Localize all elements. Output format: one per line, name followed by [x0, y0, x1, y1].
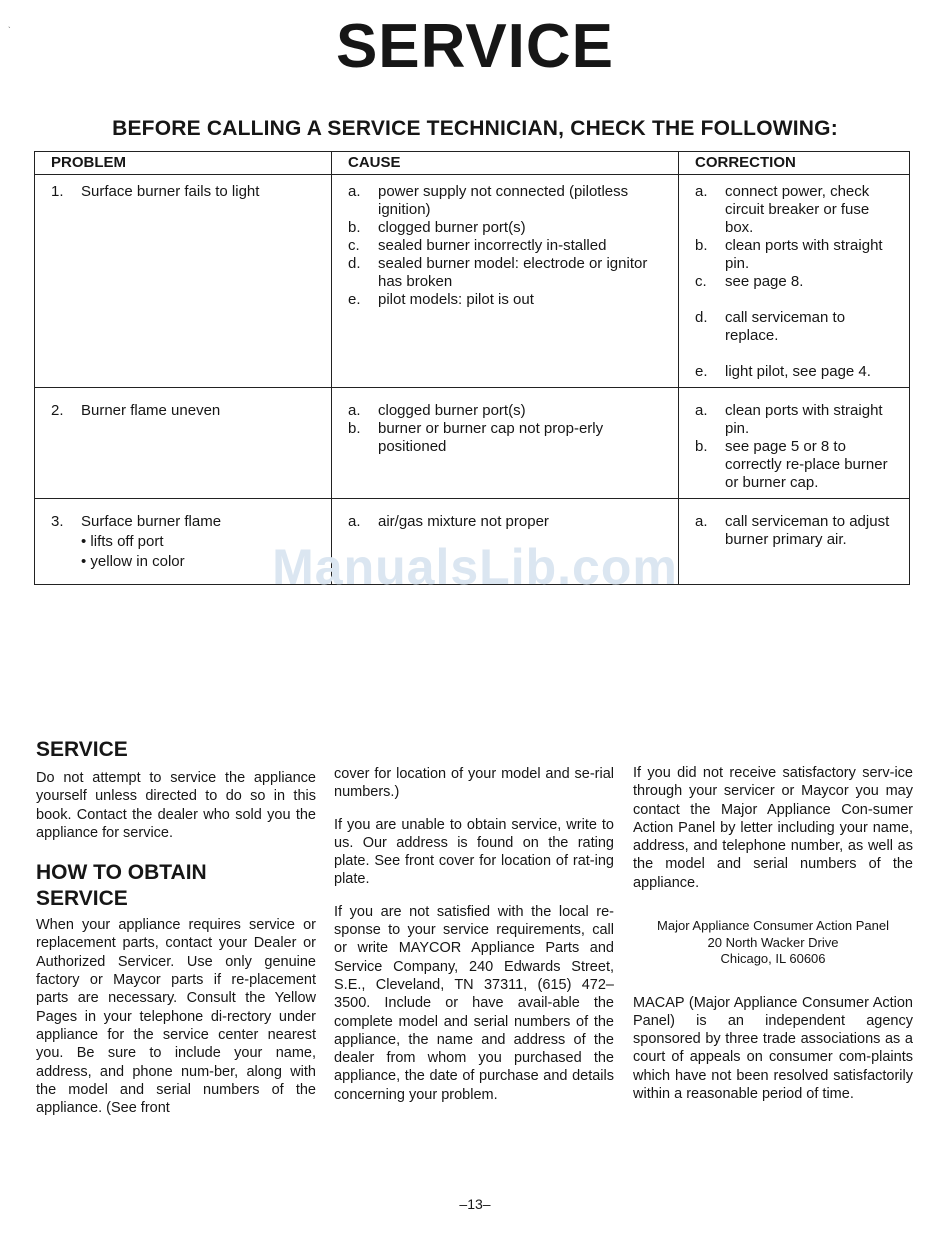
table-row — [35, 175, 910, 388]
service-paragraph: If you did not receive satisfactory serv-ice through your servicer or Maycor you may contact the Major Appliance Con-sumer Action Panel by letter including your name, address, and telephone number, as well as the model and serial numbers of the appliance. — [633, 765, 913, 891]
correction-item: c. see page 8. — [695, 273, 804, 290]
cause-item: b. burner or burner cap not prop-erly positioned — [348, 420, 604, 455]
problem-text: 1. Surface burner fails to light — [51, 183, 260, 200]
address-line: Major Appliance Consumer Action Panel — [657, 918, 889, 934]
problem-cell — [35, 388, 332, 499]
watermark: ManualsLib.com — [272, 539, 678, 595]
service-heading: SERVICE — [36, 738, 128, 761]
spacer — [695, 291, 895, 309]
column-left — [36, 737, 316, 1131]
correction-item: d. call serviceman to replace. — [695, 309, 846, 344]
service-paragraph: cover for location of your model and se-rial numbers.) — [334, 766, 614, 801]
table-heading: BEFORE CALLING A SERVICE TECHNICIAN, CHECK THE FOLLOWING: — [112, 117, 838, 140]
service-paragraph: Do not attempt to service the appliance yourself unless directed to do so in this book. Contact the dealer who sold you the appliance for service. — [36, 770, 316, 841]
cause-item: c. sealed burner incorrectly in-stalled — [348, 237, 607, 254]
cause-item: a. air/gas mixture not proper — [348, 513, 549, 530]
how-to-obtain-heading: HOW TO OBTAIN SERVICE — [36, 861, 207, 911]
correction-item: a. clean ports with straight pin. — [695, 402, 883, 437]
correction-item: a. call serviceman to adjust burner primary air. — [695, 513, 890, 548]
service-paragraph: MACAP (Major Appliance Consumer Action Panel) is an independent agency sponsored by three trade associations as a court of appeals on consumer com-plaints which have not been resolved satisfactorily within a reasonable period of time. — [633, 994, 913, 1103]
service-paragraph: If you are unable to obtain service, write to us. Our address is found on the rating plate. See front cover for location of rat-ing plate. — [334, 816, 614, 888]
table-row — [35, 388, 910, 499]
address-line: Chicago, IL 60606 — [720, 951, 826, 967]
correction-cell — [679, 175, 910, 388]
cause-item: a. clogged burner port(s) — [348, 402, 526, 419]
correction-item: e. light pilot, see page 4. — [695, 363, 871, 380]
correction-item: a. connect power, check circuit breaker or fuse box. — [695, 183, 870, 236]
header-problem: PROBLEM — [35, 152, 332, 175]
problem-bullet: • lifts off port — [81, 533, 164, 550]
cause-item: e. pilot models: pilot is out — [348, 291, 534, 308]
page-number: –13– — [459, 1196, 491, 1212]
spacer — [695, 345, 895, 363]
address-line: 20 North Wacker Drive — [707, 934, 839, 950]
problem-bullet: • yellow in color — [81, 553, 185, 570]
macap-address — [633, 918, 913, 968]
scan-mark: ` — [8, 26, 11, 35]
column-right — [633, 764, 913, 1117]
header-correction: CORRECTION — [679, 152, 910, 175]
column-middle — [334, 765, 614, 1118]
cause-item: a. power supply not connected (pilotless ignition) — [348, 183, 629, 218]
page-title: SERVICE — [335, 12, 615, 81]
correction-item: b. clean ports with straight pin. — [695, 237, 883, 272]
cause-cell — [332, 175, 679, 388]
service-paragraph: When your appliance requires service or replacement parts, contact your Dealer or Authorized Servicer. Use only genuine factory or Maycor parts if re-placement parts are necessary. Consult the Yellow Pages in your telephone di-rectory under appliance for the service center nearest you. Be sure to include your name, address, and phone num-ber, along with the model and serial numbers of the appliance. (See front — [36, 917, 316, 1117]
header-cause: CAUSE — [332, 152, 679, 175]
problem-text: 2. Burner flame uneven — [51, 402, 221, 419]
cause-item: d. sealed burner model: electrode or ignitor has broken — [348, 255, 648, 290]
table-header-row — [35, 152, 910, 175]
correction-cell — [679, 388, 910, 499]
cause-item: b. clogged burner port(s) — [348, 219, 526, 236]
service-paragraph: If you are not satisfied with the local re-sponse to your service requirements, call or write MAYCOR Appliance Parts and Service Company, 240 Edwards Street, S.E., Cleveland, TN 37311, (615) 472–3500. Include or have avail-able the complete model and serial numbers of the appliance, the name and address of the dealer from whom you purchased the appliance, the date of purchase and details concerning your problem. — [334, 903, 614, 1103]
troubleshooting-table — [34, 151, 910, 585]
cause-cell — [332, 388, 679, 499]
correction-item: b. see page 5 or 8 to correctly re-place burner or burner cap. — [695, 438, 888, 491]
problem-text: 3. Surface burner flame — [51, 513, 222, 530]
problem-cell — [35, 175, 332, 388]
